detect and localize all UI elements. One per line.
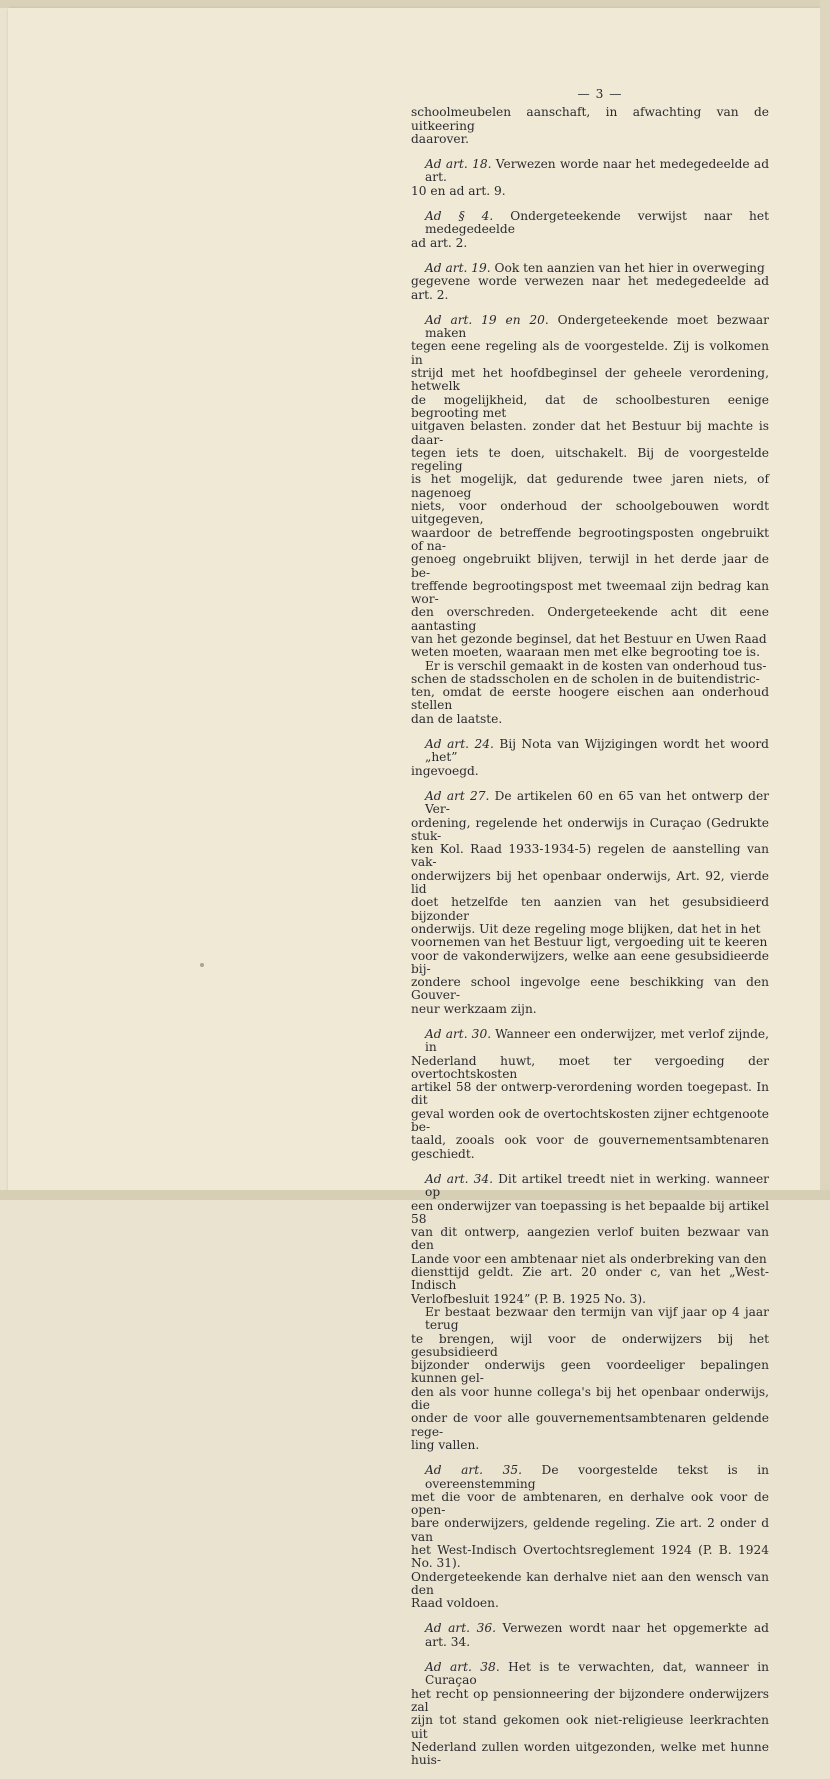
text-line: bijzonder onderwijs geen voordeeliger bepalingen kunnen gel- [411,1359,769,1386]
article-reference: Ad art. 38. [425,1660,500,1674]
text-line: Ad art. 19. Ook ten aanzien van het hier in overweging [411,262,769,275]
text-line: den overschreden. Ondergeteekende acht dit eene aantasting [411,606,769,633]
text-line: voor de vakonderwijzers, welke aan eene gesubsidieerde bij- [411,950,769,977]
article-reference: Ad art. 19. [425,261,491,275]
text-line: Ad art. 36. Verwezen wordt naar het opgemerkte ad art. 34. [411,1622,769,1649]
text-line: artikel 58 der ontwerp-verordening worden toegepast. In dit [411,1081,769,1108]
text-line: zondere school ingevolge eene beschikking van den Gouver- [411,976,769,1003]
text-line: geval worden ook de overtochtskosten zijner echtgenoote be- [411,1108,769,1135]
paragraph [411,1661,769,1767]
text-line: te brengen, wijl voor de onderwijzers bij het gesubsidieerd [411,1333,769,1360]
text-line: een onderwijzer van toepassing is het bepaalde bij artikel 58 [411,1200,769,1227]
text-line: van dit ontwerp, aangezien verlof buiten bezwaar van den [411,1226,769,1253]
page-edge-top [0,0,830,8]
text-line: ingevoegd. [411,765,769,778]
text-line: strijd met het hoofdbeginsel der geheele verordening, hetwelk [411,367,769,394]
text-line: taald, zooals ook voor de gouvernementsambtenaren geschiedt. [411,1134,769,1161]
text-line: zijn tot stand gekomen ook niet-religieuse leerkrachten uit [411,1714,769,1741]
text-line: den als voor hunne collega's bij het openbaar onderwijs, die [411,1386,769,1413]
text-line: het West-Indisch Overtochtsreglement 1924 (P. B. 1924 No. 31). [411,1544,769,1571]
paragraph [411,262,769,302]
article-reference: Ad § 4. [425,209,493,223]
paragraph [411,314,769,726]
text-line: bare onderwijzers, geldende regeling. Zie art. 2 onder d van [411,1517,769,1544]
text-line: Ad art. 30. Wanneer een onderwijzer, met verlof zijnde, in [411,1028,769,1055]
article-reference: Ad art. 19 en 20. [425,313,549,327]
article-reference: Ad art. 30. [425,1027,491,1041]
text-line: Nederland zullen worden uitgezonden, welke met hunne huis- [411,1741,769,1768]
text-line: 10 en ad art. 9. [411,185,769,198]
text-line: Ondergeteekende kan derhalve niet aan den wensch van den [411,1571,769,1598]
text-line: weten moeten, waaraan men met elke begrooting toe is. [411,646,769,659]
text-line: Raad voldoen. [411,1597,769,1610]
paragraph [411,210,769,250]
paragraph [411,1622,769,1649]
text-line: Ad art. 24. Bij Nota van Wijzigingen wordt het woord „het” [411,738,769,765]
text-line: schen de stadsscholen en de scholen in de buitendistric- [411,673,769,686]
text-line: onder de voor alle gouvernementsambtenaren geldende rege- [411,1412,769,1439]
text-line: treffende begrootingspost met tweemaal zijn bedrag kan wor- [411,580,769,607]
text-line: doet hetzelfde ten aanzien van het gesubsidieerd bijzonder [411,896,769,923]
text-line: voornemen van het Bestuur ligt, vergoeding uit te keeren [411,936,769,949]
article-reference: Ad art. 24. [425,737,494,751]
text-line: Er is verschil gemaakt in de kosten van onderhoud tus- [411,660,769,673]
text-line: ten, omdat de eerste hoogere eischen aan onderhoud stellen [411,686,769,713]
paragraph [411,738,769,778]
text-line: het recht op pensionneering der bijzondere onderwijzers zal [411,1688,769,1715]
text-line: uitgaven belasten. zonder dat het Bestuur bij machte is daar- [411,420,769,447]
text-line: Nederland huwt, moet ter vergoeding der overtochtskosten [411,1055,769,1082]
text-line: is het mogelijk, dat gedurende twee jaren niets, of nagenoeg [411,473,769,500]
paragraph [411,158,769,198]
text-line: Lande voor een ambtenaar niet als onderbreking van den [411,1253,769,1266]
text-line: Ad art. 19 en 20. Ondergeteekende moet bezwaar maken [411,314,769,341]
text-line: Ad art. 34. Dit artikel treedt niet in werking. wanneer op [411,1173,769,1200]
paper-speck [200,963,204,967]
article-reference: Ad art. 18. [425,157,491,171]
text-line: Verlofbesluit 1924” (P. B. 1925 No. 3). [411,1293,769,1306]
text-line: ling vallen. [411,1439,769,1452]
text-line: Ad art. 35. De voorgestelde tekst is in overeenstemming [411,1464,769,1491]
text-line: de mogelijkheid, dat de schoolbesturen eenige begrooting met [411,394,769,421]
text-line: gegevene worde verwezen naar het medegedeelde ad art. 2. [411,275,769,302]
paragraph [411,1028,769,1161]
text-line: ordening, regelende het onderwijs in Curaçao (Gedrukte stuk- [411,817,769,844]
paragraph [411,1464,769,1610]
text-line: diensttijd geldt. Zie art. 20 onder c, van het „West-Indisch [411,1266,769,1293]
paragraph [411,790,769,1016]
text-line: ken Kol. Raad 1933-1934-5) regelen de aanstelling van vak- [411,843,769,870]
text-column [411,88,769,1779]
article-reference: Ad art. 34. [425,1172,493,1186]
text-line: Er bestaat bezwaar den termijn van vijf jaar op 4 jaar terug [411,1306,769,1333]
text-line: neur werkzaam zijn. [411,1003,769,1016]
text-line: met die voor de ambtenaren, en derhalve ook voor de open- [411,1491,769,1518]
text-line: tegen iets te doen, uitschakelt. Bij de voorgestelde regeling [411,447,769,474]
text-line: onderwijzers bij het openbaar onderwijs, Art. 92, vierde lid [411,870,769,897]
text-line: tegen eene regeling als de voorgestelde. Zij is volkomen in [411,340,769,367]
text-line: Ad art. 18. Verwezen worde naar het medegedeelde ad art. [411,158,769,185]
text-line: Ad § 4. Ondergeteekende verwijst naar het medegedeelde [411,210,769,237]
page-number: — 3 — [431,88,769,101]
text-line: onderwijs. Uit deze regeling moge blijken, dat het in het [411,923,769,936]
article-reference: Ad art. 36. [425,1621,496,1635]
page-edge-right [820,0,830,1200]
text-line: ad art. 2. [411,237,769,250]
text-line: schoolmeubelen aanschaft, in afwachting van de uitkeering [411,106,769,133]
text-line: dan de laatste. [411,713,769,726]
text-line: Ad art 27. De artikelen 60 en 65 van het ontwerp der Ver- [411,790,769,817]
paragraph [411,106,769,146]
article-reference: Ad art. 35. [425,1463,522,1477]
text-line: genoeg ongebruikt blijven, terwijl in het derde jaar de be- [411,553,769,580]
text-line: van het gezonde beginsel, dat het Bestuur en Uwen Raad [411,633,769,646]
text-line: waardoor de betreffende begrootingsposten ongebruikt of na- [411,527,769,554]
text-line: daarover. [411,133,769,146]
text-line: Ad art. 38. Het is te verwachten, dat, wanneer in Curaçao [411,1661,769,1688]
text-line: niets, voor onderhoud der schoolgebouwen wordt uitgegeven, [411,500,769,527]
paragraph [411,1173,769,1452]
article-reference: Ad art 27. [425,789,489,803]
